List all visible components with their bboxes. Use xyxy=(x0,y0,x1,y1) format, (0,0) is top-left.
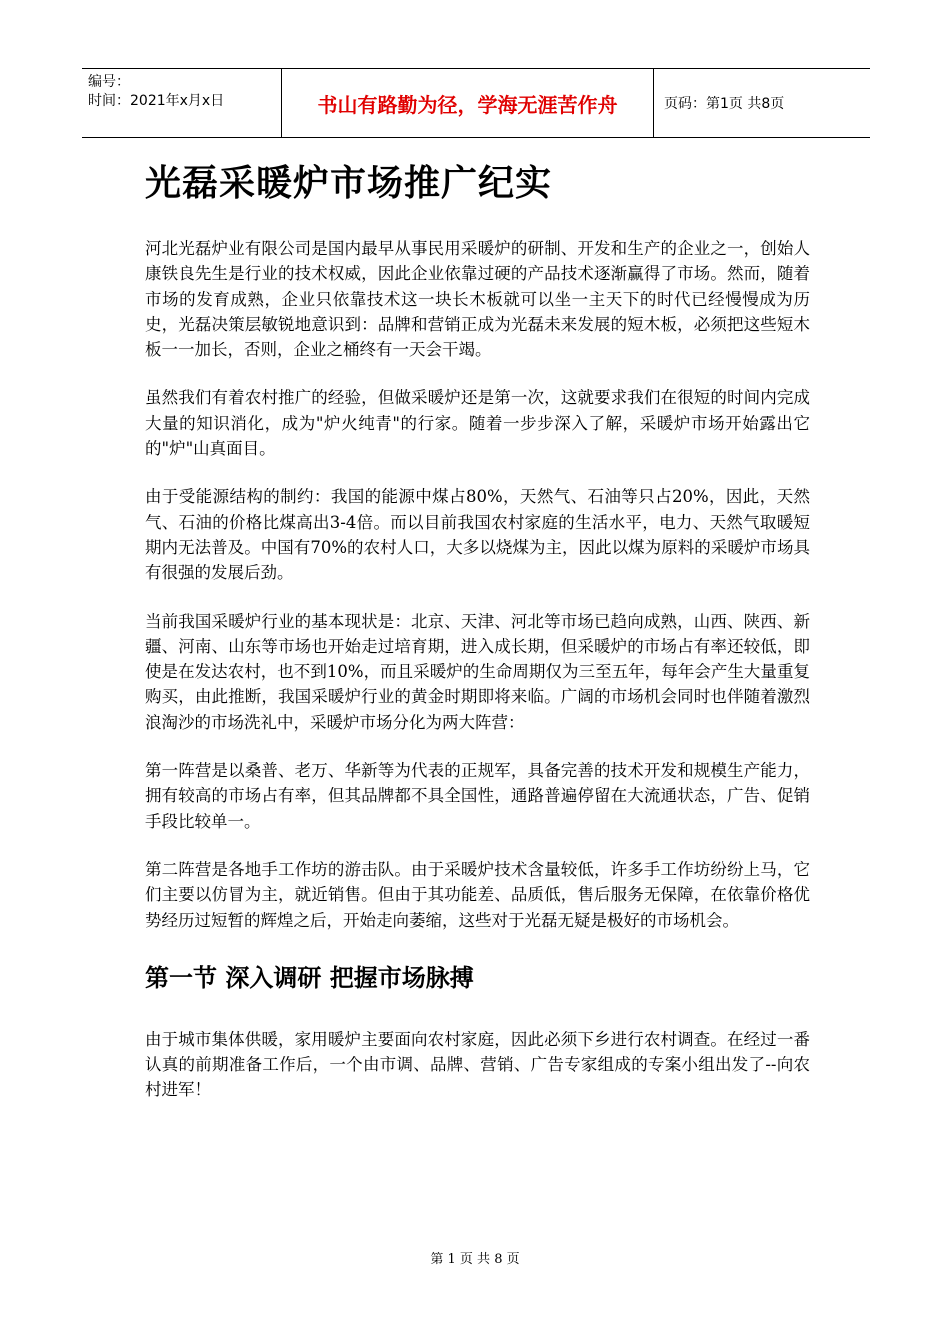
paragraph: 当前我国采暖炉行业的基本现状是：北京、天津、河北等市场已趋向成熟，山西、陕西、新疆、河南、山东等市场也开始走过培育期，进入成长期，但采暖炉的市场占有率还较低，即使是在发达农村，也不到10%，而且采暖炉的生命周期仅为三至五年，每年会产生大量重复购买，由此推断，我国采暖炉行业的黄金时期即将来临。广阔的市场机会同时也伴随着激烈浪淘沙的市场洗礼中，采暖炉市场分化为两大阵营： xyxy=(145,611,810,732)
paragraph: 由于城市集体供暖，家用暖炉主要面向农村家庭，因此必须下乡进行农村调查。在经过一番认真的前期准备工作后，一个由市调、品牌、营销、广告专家组成的专案小组出发了--向农村进军！ xyxy=(145,1029,810,1100)
document-title: 光磊采暖炉市场推广纪实 xyxy=(145,163,553,204)
paragraph: 第一阵营是以桑普、老万、华新等为代表的正规军，具备完善的技术开发和规模生产能力，拥有较高的市场占有率，但其品牌都不具全国性，通路普遍停留在大流通状态，广告、促销手段比较单一。 xyxy=(145,761,810,831)
header-page-info: 页码：第1页 共8页 xyxy=(664,96,785,112)
section-heading: 第一节 深入调研 把握市场脉搏 xyxy=(145,963,474,992)
paragraph: 第二阵营是各地手工作坊的游击队。由于采暖炉技术含量较低，许多手工作坊纷纷上马，它们主要以仿冒为主，就近销售。但由于其功能差、品质低，售后服务无保障，在依靠价格优势经历过短暂的辉煌之后，开始走向萎缩，这些对于光磊无疑是极好的市场机会。 xyxy=(145,859,810,930)
page-header xyxy=(82,68,870,138)
header-motto: 书山有路勤为径，学海无涯苦作舟 xyxy=(282,69,654,137)
paragraph: 由于受能源结构的制约：我国的能源中煤占80%，天然气、石油等只占20%，因此，天然气、石油的价格比煤高出3-4倍。而以目前我国农村家庭的生活水平，电力、天然气取暖短期内无法普及。中国有70%的农村人口，大多以烧煤为主，因此以煤为原料的采暖炉市场具有很强的发展后劲。 xyxy=(145,487,810,583)
page-footer: 第 1 页 共 8 页 xyxy=(430,1252,520,1267)
paragraph: 虽然我们有着农村推广的经验，但做采暖炉还是第一次，这就要求我们在很短的时间内完成大量的知识消化，成为"炉火纯青"的行家。随着一步步深入了解，采暖炉市场开始露出它的"炉"山真面目。 xyxy=(145,388,810,459)
document-time-label: 时间：2021年x月x日 xyxy=(88,93,225,109)
document-body xyxy=(145,158,810,1126)
document-number-label: 编号： xyxy=(88,74,130,90)
header-meta xyxy=(82,69,282,137)
paragraph: 河北光磊炉业有限公司是国内最早从事民用采暖炉的研制、开发和生产的企业之一，创始人康铁良先生是行业的技术权威，因此企业依靠过硬的产品技术逐渐赢得了市场。然而，随着市场的发育成熟，企业只依靠技术这一块长木板就可以坐一主天下的时代已经慢慢成为历史，光磊决策层敏锐地意识到：品牌和营销正成为光磊未来发展的短木板，必须把这些短木板一一加长，否则，企业之桶终有一天会干竭。 xyxy=(145,239,810,360)
